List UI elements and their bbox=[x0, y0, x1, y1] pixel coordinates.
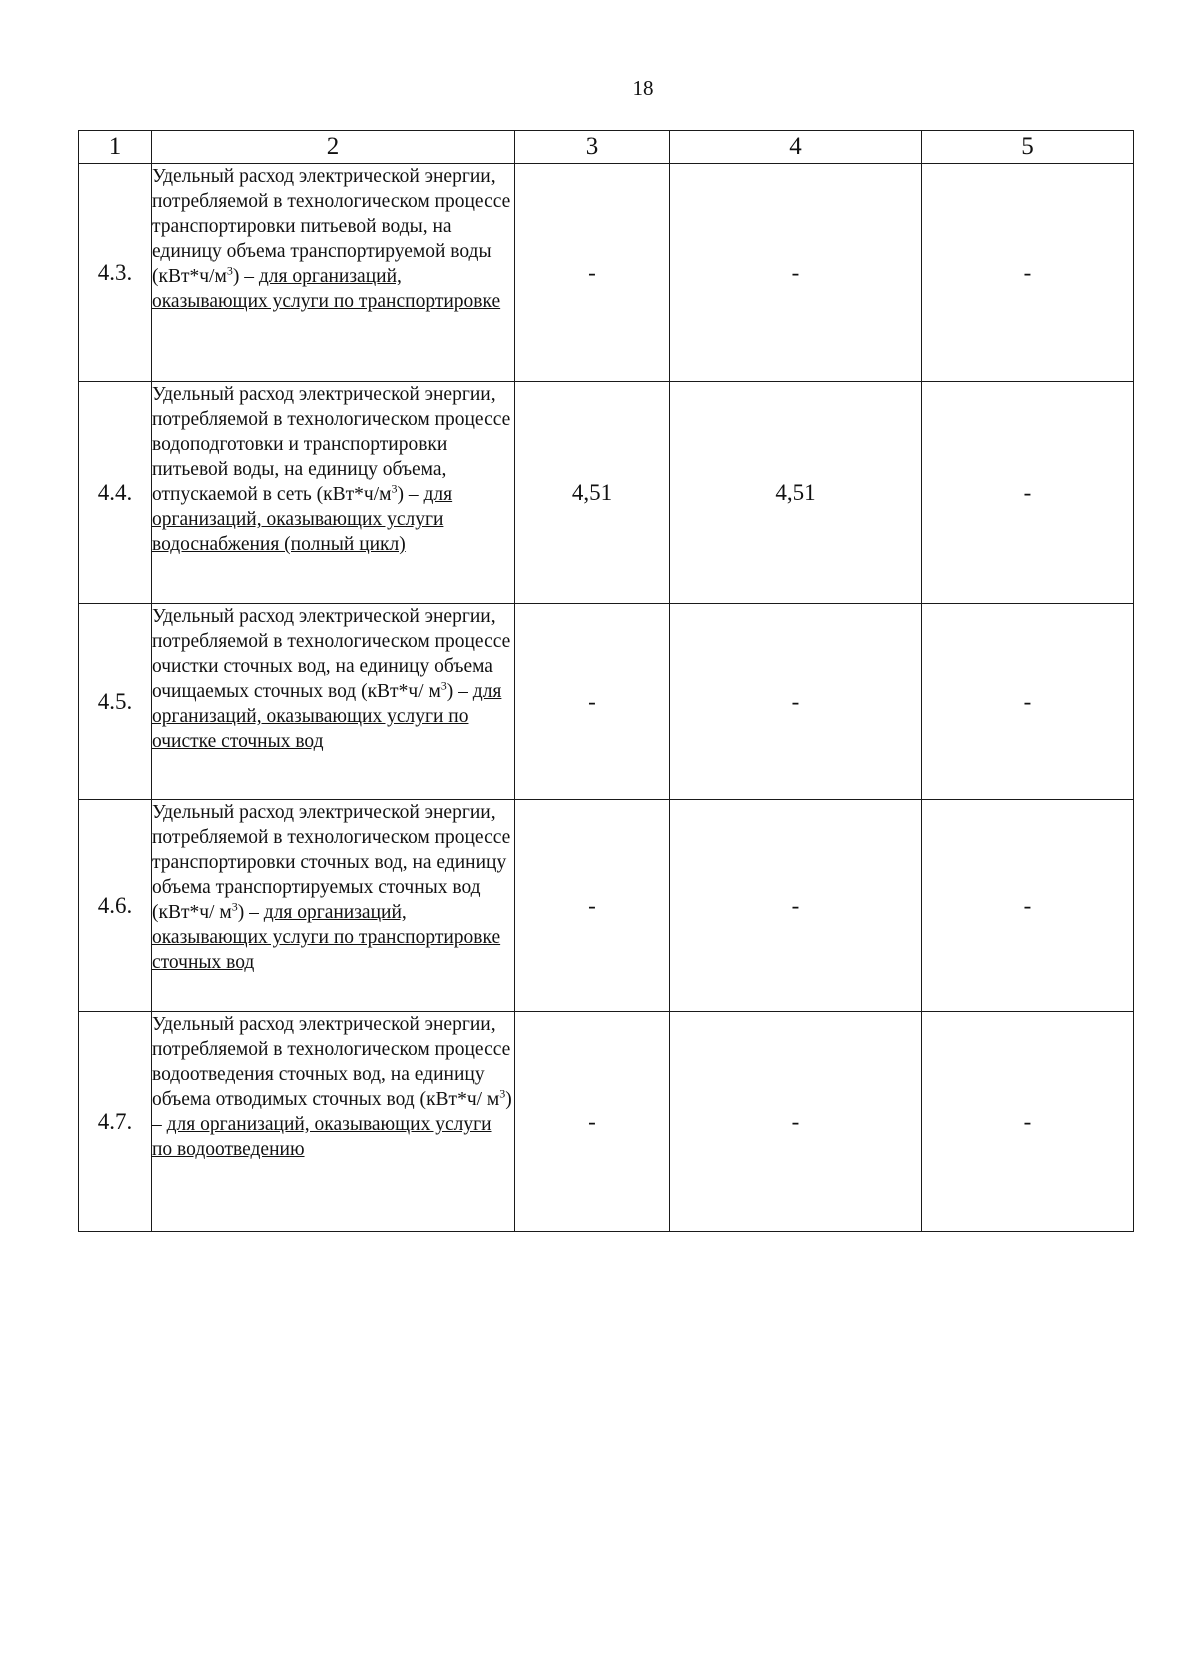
description-text: Удельный расход электрической энергии, потребляемой в технологическом процессе транспортировки сточных вод, на единицу объема транспортируемых сточных вод ( bbox=[152, 802, 511, 923]
row-number: 4.4. bbox=[79, 382, 152, 604]
row-description bbox=[152, 382, 515, 604]
table-row bbox=[79, 1012, 1134, 1232]
table-row bbox=[79, 800, 1134, 1012]
value-col-3: - bbox=[515, 1012, 670, 1232]
column-header-1: 1 bbox=[79, 131, 152, 164]
row-description bbox=[152, 800, 515, 1012]
unit-exponent: 3 bbox=[226, 263, 233, 278]
unit-prefix: кВт*ч/ bbox=[158, 266, 215, 287]
value-col-4: - bbox=[670, 800, 922, 1012]
table-row bbox=[79, 164, 1134, 382]
value-col-5: - bbox=[922, 800, 1134, 1012]
value-col-4: - bbox=[670, 164, 922, 382]
row-description bbox=[152, 1012, 515, 1232]
column-header-2: 2 bbox=[152, 131, 515, 164]
row-number: 4.3. bbox=[79, 164, 152, 382]
table-header bbox=[79, 131, 1134, 164]
organization-type: для организаций, оказывающих услуги по водоотведению bbox=[152, 1114, 492, 1160]
organization-type: для организаций, оказывающих услуги по транспортировке сточных вод bbox=[152, 902, 501, 973]
unit-prefix: кВт*ч/ bbox=[426, 1089, 487, 1110]
row-number: 4.6. bbox=[79, 800, 152, 1012]
column-header-3: 3 bbox=[515, 131, 670, 164]
row-number: 4.5. bbox=[79, 604, 152, 800]
description-after-unit: ) – bbox=[152, 1089, 512, 1135]
page-number: 18 bbox=[632, 76, 654, 100]
unit-prefix: кВт*ч/ bbox=[367, 681, 429, 702]
row-description bbox=[152, 164, 515, 382]
table-row bbox=[79, 604, 1134, 800]
unit-base: м bbox=[214, 266, 227, 287]
unit-prefix: кВт*ч/ bbox=[323, 484, 380, 505]
organization-type: для организаций, оказывающих услуги по очистке сточных вод bbox=[152, 681, 502, 752]
column-header-5: 5 bbox=[922, 131, 1134, 164]
organization-type: для организаций, оказывающих услуги по транспортировке bbox=[152, 266, 501, 312]
row-number: 4.7. bbox=[79, 1012, 152, 1232]
value-col-5: - bbox=[922, 604, 1134, 800]
unit-base: м bbox=[219, 902, 232, 923]
column-header-4: 4 bbox=[670, 131, 922, 164]
value-col-3: - bbox=[515, 800, 670, 1012]
value-col-5: - bbox=[922, 1012, 1134, 1232]
description-text: Удельный расход электрической энергии, потребляемой в технологическом процессе транспортировки питьевой воды, на единицу объема транспортируемой воды ( bbox=[152, 166, 511, 287]
description-after-unit: ) – bbox=[397, 484, 424, 505]
value-col-5: - bbox=[922, 164, 1134, 382]
organization-type: для организаций, оказывающих услуги водоснабжения (полный цикл) bbox=[152, 484, 453, 555]
data-table bbox=[78, 130, 1134, 1232]
unit-exponent: 3 bbox=[499, 1086, 506, 1101]
unit-prefix: кВт*ч/ bbox=[158, 902, 220, 923]
value-col-4: - bbox=[670, 604, 922, 800]
value-col-3: - bbox=[515, 164, 670, 382]
table-row bbox=[79, 382, 1134, 604]
description-after-unit: ) – bbox=[237, 902, 264, 923]
unit-exponent: 3 bbox=[391, 481, 398, 496]
description-after-unit: ) – bbox=[232, 266, 259, 287]
value-col-3: - bbox=[515, 604, 670, 800]
value-col-4: - bbox=[670, 1012, 922, 1232]
row-description bbox=[152, 604, 515, 800]
description-text: Удельный расход электрической энергии, потребляемой в технологическом процессе водоотведения сточных вод, на единицу объема отводимых сточных вод ( bbox=[152, 1014, 511, 1110]
unit-base: м bbox=[379, 484, 392, 505]
unit-base: м bbox=[486, 1089, 500, 1110]
unit-exponent: 3 bbox=[231, 899, 238, 914]
description-text: Удельный расход электрической энергии, потребляемой в технологическом процессе очистки сточных вод, на единицу объема очищаемых сточных вод ( bbox=[152, 606, 511, 702]
value-col-5: - bbox=[922, 382, 1134, 604]
unit-base: м bbox=[428, 681, 441, 702]
table-body bbox=[79, 164, 1134, 1232]
value-col-3: 4,51 bbox=[515, 382, 670, 604]
description-text: Удельный расход электрической энергии, потребляемой в технологическом процессе водоподготовки и транспортировки питьевой воды, на единицу объема, отпускаемой в сеть ( bbox=[152, 384, 511, 505]
value-col-4: 4,51 bbox=[670, 382, 922, 604]
description-after-unit: ) – bbox=[446, 681, 473, 702]
unit-exponent: 3 bbox=[440, 678, 447, 693]
header-row bbox=[79, 131, 1134, 164]
